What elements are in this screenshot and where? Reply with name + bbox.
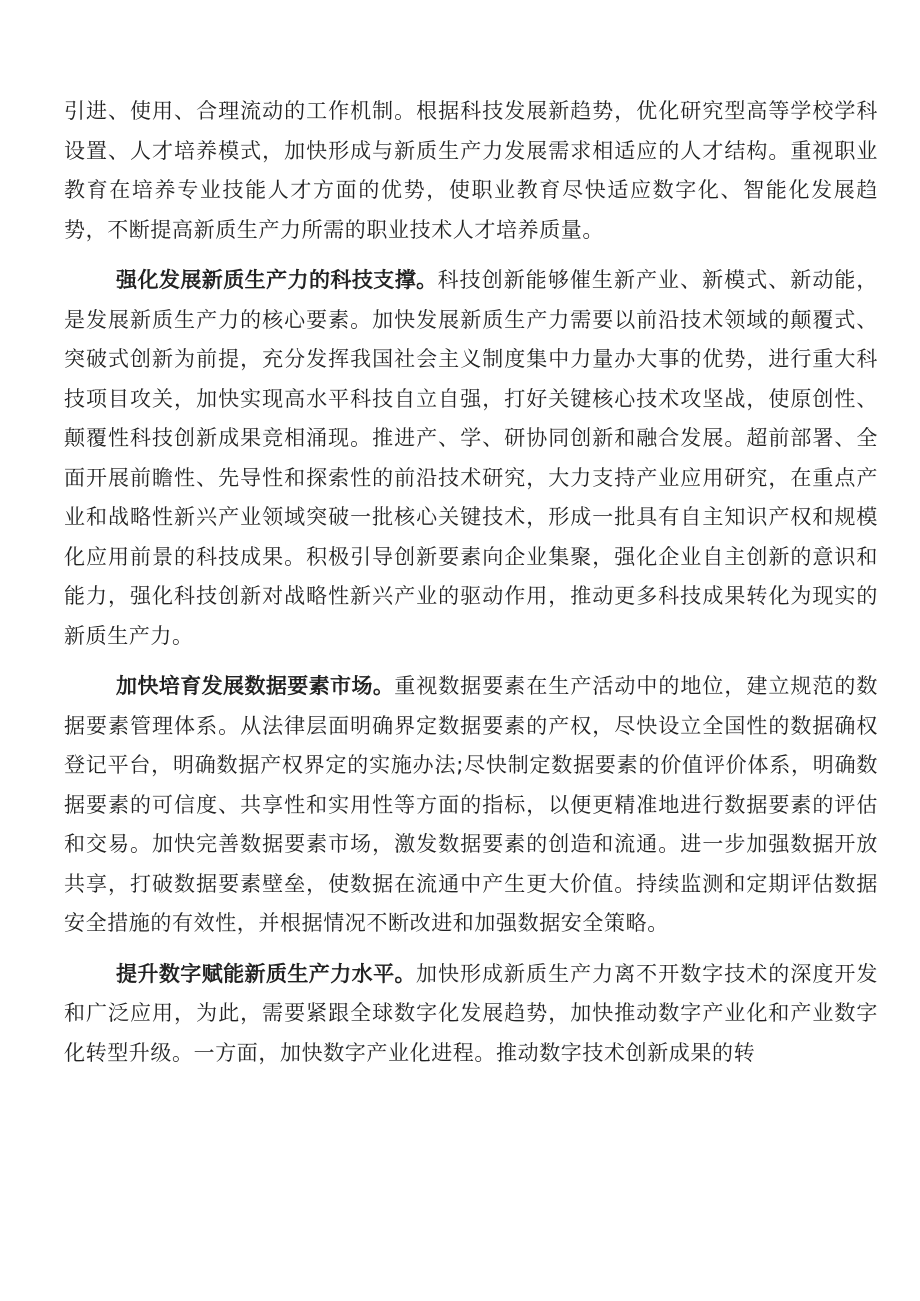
paragraph-2 <box>64 261 878 656</box>
paragraph-1 <box>64 92 878 250</box>
paragraph-2-heading: 强化发展新质生产力的科技支撑。 <box>116 268 438 292</box>
document-page <box>64 92 878 1084</box>
paragraph-3-heading: 加快培育发展数据要素市场。 <box>116 674 395 698</box>
paragraph-1-body: 引进、使用、合理流动的工作机制。根据科技发展新趋势，优化研究型高等学校学科设置、人才培养模式，加快形成与新质生产力发展需求相适应的人才结构。重视职业教育在培养专业技能人才方面的优势，使职业教育尽快适应数字化、智能化发展趋势，不断提高新质生产力所需的职业技术人才培养质量。 <box>64 99 878 242</box>
paragraph-3 <box>64 667 878 944</box>
paragraph-4-heading: 提升数字赋能新质生产力水平。 <box>116 961 416 986</box>
paragraph-3-body: 重视数据要素在生产活动中的地位，建立规范的数据要素管理体系。从法律层面明确界定数据要素的产权，尽快设立全国性的数据确权登记平台，明确数据产权界定的实施办法;尽快制定数据要素的价值评价体系，明确数据要素的可信度、共享性和实用性等方面的指标，以便更精准地进行数据要素的评估和交易。加快完善数据要素市场，激发数据要素的创造和流通。进一步加强数据开放共享，打破数据要素壁垒，使数据在流通中产生更大价值。持续监测和定期评估数据安全措施的有效性，并根据情况不断改进和加强数据安全策略。 <box>64 674 879 935</box>
paragraph-4 <box>64 955 878 1074</box>
paragraph-2-body: 科技创新能够催生新产业、新模式、新动能，是发展新质生产力的核心要素。加快发展新质生产力需要以前沿技术领域的颠覆式、突破式创新为前提，充分发挥我国社会主义制度集中力量办大事的优势，进行重大科技项目攻关，加快实现高水平科技自立自强，打好关键核心技术攻坚战，使原创性、颠覆性科技创新成果竞相涌现。推进产、学、研协同创新和融合发展。超前部署、全面开展前瞻性、先导性和探索性的前沿技术研究，大力支持产业应用研究，在重点产业和战略性新兴产业领域突破一批核心关键技术，形成一批具有自主知识产权和规模化应用前景的科技成果。积极引导创新要素向企业集聚，强化企业自主创新的意识和能力，强化科技创新对战略性新兴产业的驱动作用，推动更多科技成果转化为现实的新质生产力。 <box>64 268 879 648</box>
paragraph-4-body: 加快形成新质生产力离不开数字技术的深度开发和广泛应用，为此，需要紧跟全球数字化发展趋势，加快推动数字产业化和产业数字化转型升级。一方面，加快数字产业化进程。推动数字技术创新成果的转 <box>64 961 879 1065</box>
